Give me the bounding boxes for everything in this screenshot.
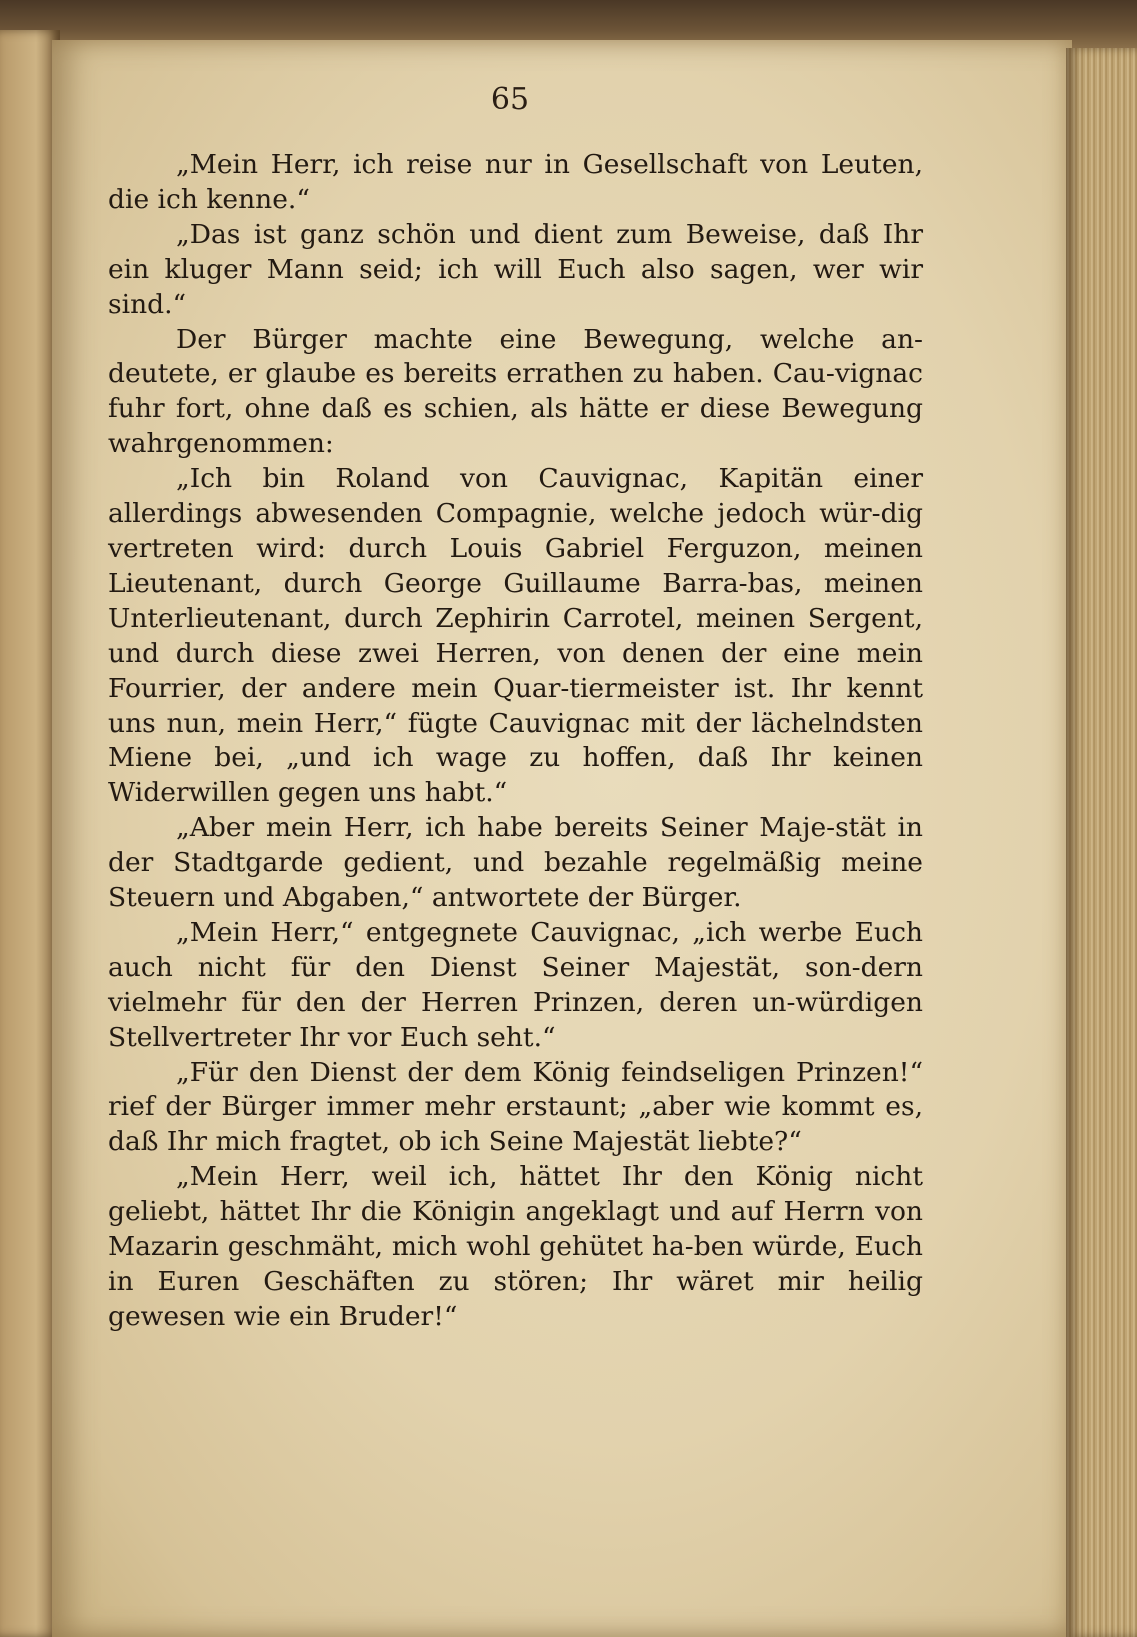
paragraph: „Mein Herr,“ entgegnete Cauvignac, „ich werbe Euch auch nicht für den Dienst Seiner Majestät, son-dern vielmehr für den der Herren Prinzen, deren un-würdigen Stellvertreter Ihr vor Euch seht.“	[108, 916, 923, 1053]
page-stack-edge	[1066, 48, 1137, 1637]
page-number: 65	[490, 82, 530, 117]
paragraph: Der Bürger machte eine Bewegung, welche an-deutete, er glaube es bereits errathen zu haben. Cau-vignac fuhr fort, ohne daß es schien, als hätte er diese Bewegung wahrgenommen:	[108, 323, 923, 460]
paragraph: „Für den Dienst der dem König feindseligen Prinzen!“ rief der Bürger immer mehr erstaunt; „aber wie kommt es, daß Ihr mich fragtet, ob ich Seine Majestät liebte?“	[108, 1056, 923, 1158]
paragraph: „Das ist ganz schön und dient zum Beweise, daß Ihr ein kluger Mann seid; ich will Euch also sagen, wer wir sind.“	[108, 218, 923, 320]
paragraph: „Mein Herr, ich reise nur in Gesellschaft von Leuten, die ich kenne.“	[108, 149, 923, 215]
paragraph: „Mein Herr, weil ich, hättet Ihr den König nicht geliebt, hättet Ihr die Königin angeklagt und auf Herrn von Mazarin geschmäht, mich wohl gehütet ha-ben würde, Euch in Euren Geschäften zu stören; Ihr wäret mir heilig gewesen wie ein Bruder!“	[108, 1161, 923, 1332]
paragraph: „Aber mein Herr, ich habe bereits Seiner Maje-stät in der Stadtgarde gedient, und bezahle regelmäßig meine Steuern und Abgaben,“ antwortete der Bürger.	[108, 812, 923, 914]
left-page-sliver	[0, 30, 60, 1637]
body-text	[108, 148, 923, 1335]
paragraph: „Ich bin Roland von Cauvignac, Kapitän einer allerdings abwesenden Compagnie, welche jedoch wür-dig vertreten wird: durch Louis Gabriel Ferguzon, meinen Lieutenant, durch George Guillaume Barra-bas, meinen Unterlieutenant, durch Zephirin Carrotel, meinen Sergent, und durch diese zwei Herren, von denen der eine mein Fourrier, der andere mein Quar-tiermeister ist. Ihr kennt uns nun, mein Herr,“ fügte Cauvignac mit der lächelndsten Miene bei, „und ich wage zu hoffen, daß Ihr keinen Widerwillen gegen uns habt.“	[108, 463, 923, 809]
